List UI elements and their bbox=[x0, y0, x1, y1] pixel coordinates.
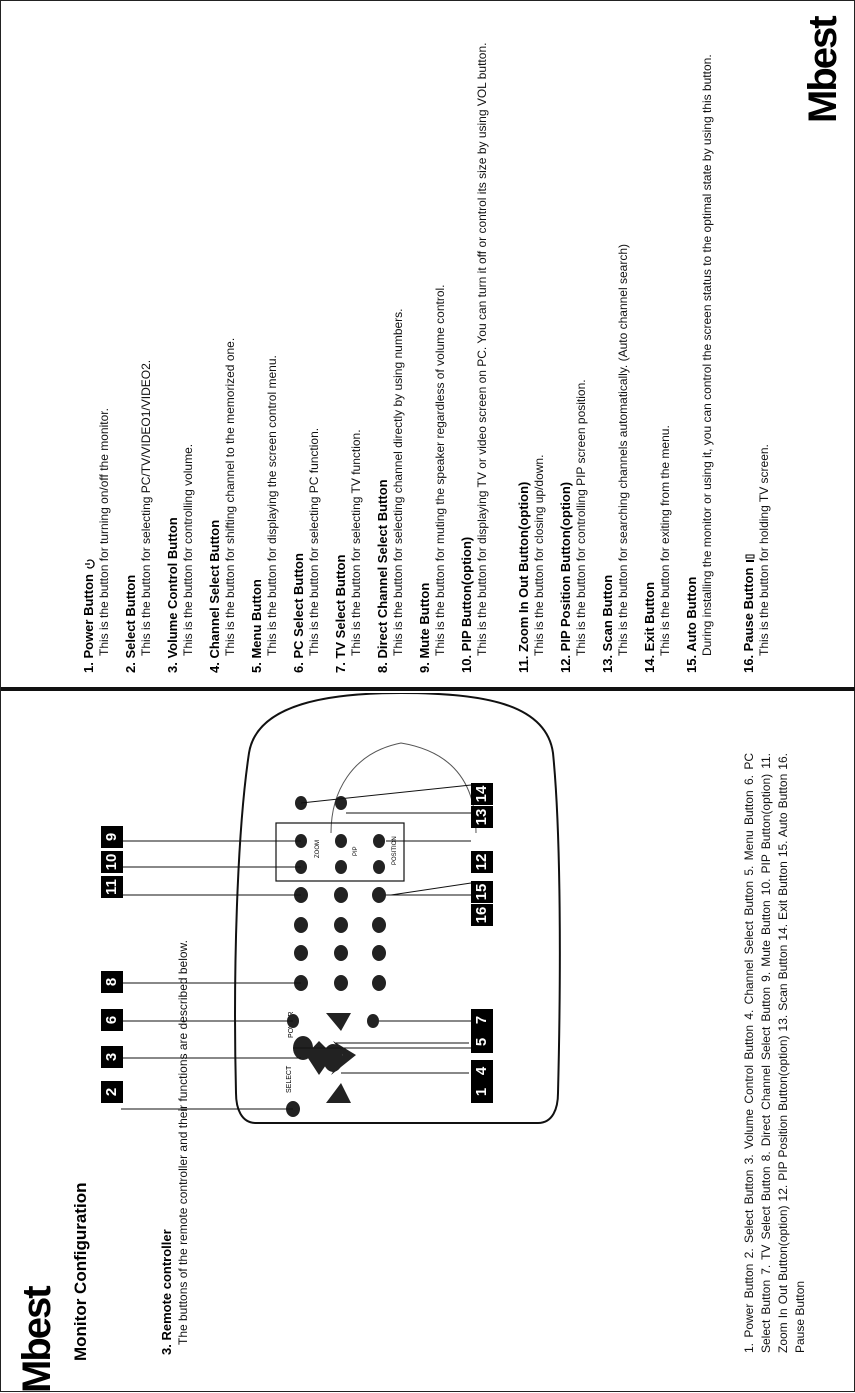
desc-pc-select bbox=[291, 13, 322, 673]
callout-7: 7 bbox=[471, 1009, 493, 1031]
position-label: POSITION bbox=[392, 836, 398, 865]
item-desc: This is the button for displaying the screen control menu. bbox=[265, 355, 279, 656]
brand-logo-right: Mbest bbox=[801, 17, 845, 123]
callout-9: 9 bbox=[101, 826, 123, 848]
item-title: 1. Power Button bbox=[81, 574, 96, 673]
callout-11: 11 bbox=[101, 876, 123, 898]
callout-14: 14 bbox=[471, 783, 493, 805]
zoom-label: ZOOM bbox=[315, 840, 321, 858]
desc-power bbox=[81, 13, 112, 673]
dpad-shape bbox=[306, 1013, 356, 1103]
figure-caption: 1. Power Button 2. Select Button 3. Volume Control Button 4. Channel Select Button 5. Menu Button 6. PC Select Button 7. TV Select Button 8. Direct Channel Select Button 9. Mute Button 10. PIP Button(option) 11. Zoom In Out Button(option) 12. PIP Position Button(option) 13. Scan Button 14. Exit Button 15. Auto Button 16. Pause Button bbox=[742, 753, 807, 1353]
item-desc: This is the button for muting the speaker regardless of volume control. bbox=[433, 284, 447, 656]
desc-select bbox=[123, 13, 154, 673]
item-desc: This is the button for closing up/down. bbox=[532, 454, 546, 656]
item-title: 6. PC Select Button bbox=[291, 553, 306, 673]
item-desc: This is the button for selecting PC function. bbox=[307, 427, 321, 656]
callout-leaders bbox=[121, 785, 471, 1109]
item-desc: This is the button for exiting from the menu. bbox=[658, 425, 672, 656]
desc-tv-select bbox=[333, 13, 364, 673]
callout-1: 1 bbox=[471, 1081, 493, 1103]
item-title: 14. Exit Button bbox=[642, 581, 657, 673]
desc-menu bbox=[249, 13, 280, 673]
item-title: 15. Auto Button bbox=[684, 576, 699, 673]
callout-5: 5 bbox=[471, 1031, 493, 1053]
callout-6: 6 bbox=[101, 1009, 123, 1031]
item-title: 9. Mute Button bbox=[417, 582, 432, 673]
callout-13: 13 bbox=[471, 806, 493, 828]
item-title: 4. Channel Select Button bbox=[207, 519, 222, 673]
callout-8: 8 bbox=[101, 971, 123, 993]
desc-scan bbox=[600, 13, 631, 673]
item-title: 7. TV Select Button bbox=[333, 554, 348, 673]
callout-12: 12 bbox=[471, 851, 493, 873]
desc-exit bbox=[642, 13, 673, 673]
item-title: 2. Select Button bbox=[123, 574, 138, 673]
pause-icon bbox=[744, 552, 756, 564]
item-desc: During installing the monitor or using it, you can control the screen status to the optimal state by using this button. bbox=[700, 54, 714, 656]
section-heading: 3. Remote controller bbox=[159, 1229, 174, 1355]
desc-zoom bbox=[516, 13, 547, 673]
item-title: 12. PIP Position Button(option) bbox=[558, 481, 573, 673]
callout-2: 2 bbox=[101, 1081, 123, 1103]
desc-direct-channel bbox=[375, 13, 406, 673]
desc-channel bbox=[207, 13, 238, 673]
page-title: Monitor Configuration bbox=[71, 1182, 90, 1361]
desc-mute bbox=[417, 13, 448, 673]
remote-control-illustration bbox=[1, 693, 741, 1393]
item-desc: This is the button for selecting PC/TV/VIDEO1/VIDEO2. bbox=[139, 359, 153, 656]
desc-volume bbox=[165, 13, 196, 673]
item-desc: This is the button for controlling PIP screen position. bbox=[574, 379, 588, 656]
pip-label: PIP bbox=[353, 846, 359, 856]
item-title: 8. Direct Channel Select Button bbox=[375, 479, 390, 673]
desc-auto bbox=[684, 13, 715, 673]
number-keypad bbox=[294, 887, 386, 991]
item-desc: This is the button for searching channels automatically. (Auto channel search) bbox=[616, 244, 630, 656]
callout-3: 3 bbox=[101, 1046, 123, 1068]
brand-logo-left: Mbest bbox=[15, 1287, 59, 1393]
item-title: 5. Menu Button bbox=[249, 579, 264, 673]
item-title: 13. Scan Button bbox=[600, 574, 615, 673]
item-title: 16. Pause Button bbox=[741, 567, 756, 673]
item-desc: This is the button for shifting channel to the memorized one. bbox=[223, 337, 237, 656]
callout-4: 4 bbox=[471, 1060, 493, 1082]
item-title: 11. Zoom In Out Button(option) bbox=[516, 481, 531, 673]
section-description: The buttons of the remote controller and their functions are described below. bbox=[176, 940, 190, 1345]
power-icon bbox=[84, 558, 96, 570]
item-desc: This is the button for holding TV screen. bbox=[757, 444, 771, 656]
page-divider bbox=[1, 687, 855, 691]
callout-15: 15 bbox=[471, 881, 493, 903]
item-desc: This is the button for turning on/off the monitor. bbox=[97, 408, 111, 656]
item-desc: This is the button for controlling volume. bbox=[181, 443, 195, 656]
button-descriptions bbox=[81, 13, 781, 673]
item-desc: This is the button for selecting channel directly by using numbers. bbox=[391, 308, 405, 656]
item-title: 3. Volume Control Button bbox=[165, 517, 180, 673]
select-label: SELECT bbox=[286, 1065, 293, 1093]
item-desc: This is the button for selecting TV function. bbox=[349, 429, 363, 656]
zoom-pip-panel bbox=[276, 823, 404, 881]
item-desc: This is the button for displaying TV or video screen on PC. You can turn it off or control its size by using VOL button. bbox=[475, 42, 489, 656]
rotated-spread bbox=[1, 1, 855, 1393]
desc-pause bbox=[741, 13, 772, 673]
callout-16: 16 bbox=[471, 904, 493, 926]
desc-pip bbox=[459, 13, 490, 673]
callout-10: 10 bbox=[101, 851, 123, 873]
item-title: 10. PIP Button(option) bbox=[459, 536, 474, 673]
desc-pip-position bbox=[558, 13, 589, 673]
